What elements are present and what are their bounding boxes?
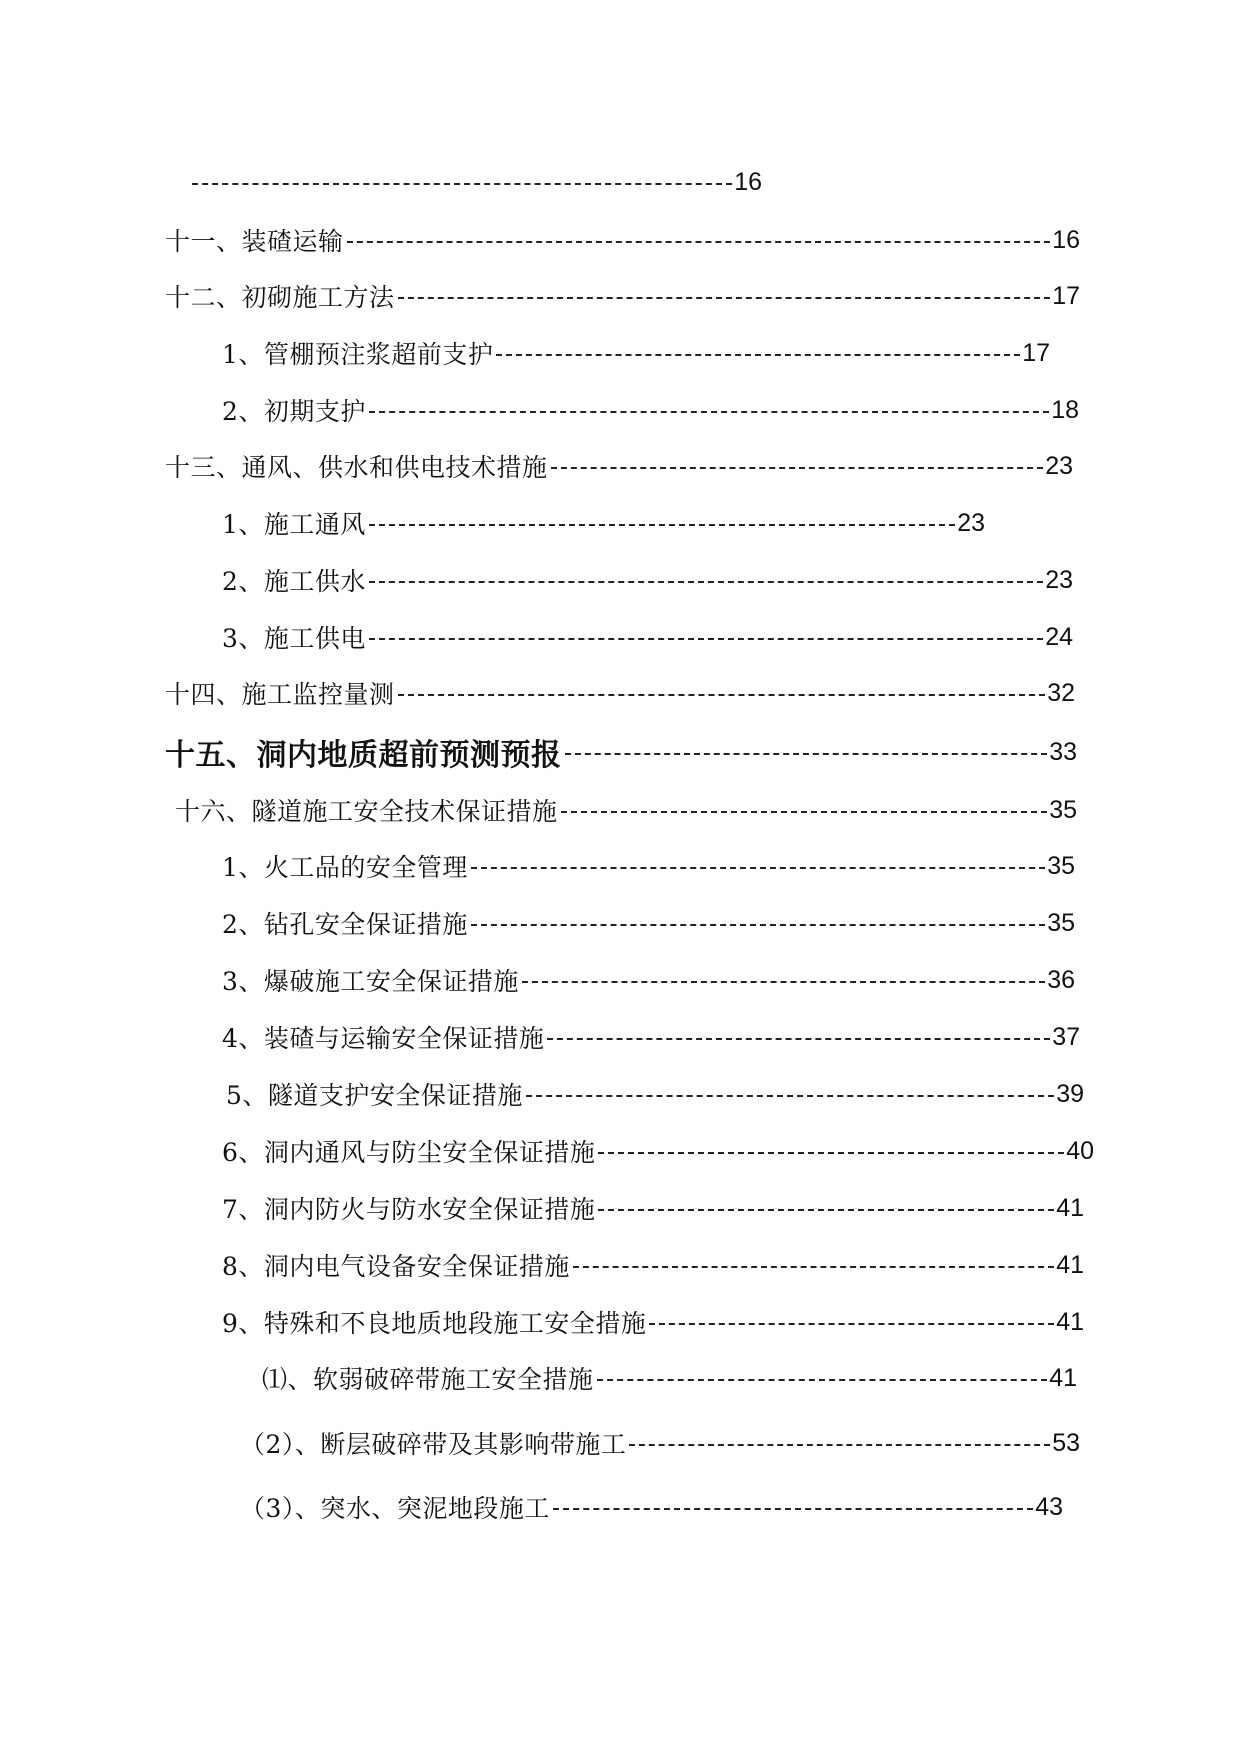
toc-page-number: 37 — [1052, 1022, 1080, 1051]
toc-page-number: 33 — [1049, 737, 1077, 766]
toc-page-number: 35 — [1047, 908, 1075, 937]
toc-leader — [561, 811, 1048, 813]
toc-entry-title: 6、洞内通风与防尘安全保证措施 — [222, 1138, 596, 1167]
toc-page-number: 41 — [1056, 1250, 1084, 1279]
toc-leader — [398, 297, 1051, 299]
toc-entry-16-7 — [222, 1188, 1084, 1228]
toc-entry-title: 4、装碴与运输安全保证措施 — [222, 1024, 545, 1053]
toc-entry-title: 9、特殊和不良地质地段施工安全措施 — [222, 1309, 647, 1338]
toc-leader — [649, 1323, 1054, 1325]
toc-page-number: 41 — [1049, 1363, 1077, 1392]
toc-entry-16-6 — [222, 1131, 1094, 1171]
toc-entry-16-4 — [222, 1017, 1080, 1057]
toc-entry-title: 十六、隧道施工安全技术保证措施 — [175, 797, 558, 826]
toc-leader — [369, 524, 955, 526]
toc-leader — [598, 1152, 1064, 1154]
toc-page-number: 36 — [1047, 965, 1075, 994]
toc-leader — [496, 354, 1020, 356]
toc-entry-13-1 — [222, 503, 985, 543]
toc-entry-13-2 — [222, 560, 1073, 600]
toc-entry-title: 8、洞内电气设备安全保证措施 — [222, 1252, 570, 1281]
toc-entry-16-9-3 — [240, 1487, 1063, 1527]
toc-entry-title: 2、钻孔安全保证措施 — [222, 910, 468, 939]
toc-leader — [553, 1508, 1033, 1510]
toc-page-number: 39 — [1056, 1079, 1084, 1108]
toc-leader — [573, 1266, 1054, 1268]
toc-entry-title: 2、初期支护 — [222, 397, 366, 426]
toc-leader — [192, 183, 732, 185]
toc-entry-13-3 — [222, 617, 1073, 657]
toc-leader — [629, 1444, 1050, 1446]
toc-entry-11 — [165, 220, 1080, 260]
toc-leader — [347, 241, 1051, 243]
toc-entry-title: 十一、装碴运输 — [165, 227, 344, 256]
toc-entry-title: 十二、初砌施工方法 — [165, 283, 395, 312]
toc-entry-16-8 — [222, 1245, 1084, 1285]
toc-entry-15 — [165, 732, 1077, 772]
toc-leader — [547, 1038, 1050, 1040]
toc-entry-title: 十四、施工监控量测 — [165, 680, 395, 709]
toc-leader — [471, 867, 1045, 869]
toc-page-number: 23 — [1045, 565, 1073, 594]
toc-page-number: 18 — [1051, 395, 1079, 424]
toc-entry-title: 1、施工通风 — [222, 510, 366, 539]
toc-entry-title: 3、爆破施工安全保证措施 — [222, 967, 519, 996]
toc-leader — [526, 1095, 1054, 1097]
toc-entry-title: 1、火工品的安全管理 — [222, 853, 468, 882]
toc-page-number: 24 — [1045, 622, 1073, 651]
toc-entry-16-3 — [222, 960, 1075, 1000]
toc-entry-title: （3）、突水、突泥地段施工 — [240, 1494, 550, 1523]
toc-entry-title: ⑴、软弱破碎带施工安全措施 — [262, 1365, 594, 1394]
toc-entry-16 — [175, 790, 1077, 830]
toc-entry-title: （2）、断层破碎带及其影响带施工 — [240, 1430, 627, 1459]
toc-page-number: 35 — [1049, 795, 1077, 824]
toc-entry-title: 2、施工供水 — [222, 567, 366, 596]
toc-leader — [551, 467, 1044, 469]
toc-entry-title: 十五、洞内地质超前预测预报 — [165, 738, 562, 773]
toc-entry-12 — [165, 276, 1080, 316]
toc-page-number: 40 — [1066, 1136, 1094, 1165]
toc-page-number: 16 — [734, 167, 762, 196]
toc-entry-continuation — [192, 162, 762, 202]
toc-leader — [597, 1379, 1048, 1381]
toc-entry-title: 5、隧道支护安全保证措施 — [226, 1081, 523, 1110]
toc-page-number: 41 — [1056, 1193, 1084, 1222]
toc-entry-16-5 — [226, 1074, 1084, 1114]
toc-entry-16-2 — [222, 903, 1075, 943]
toc-page-number: 16 — [1052, 225, 1080, 254]
toc-page-number: 32 — [1047, 678, 1075, 707]
toc-entry-title: 1、管棚预注浆超前支护 — [222, 340, 494, 369]
toc-page-number: 35 — [1047, 851, 1075, 880]
toc-page-number: 23 — [957, 508, 985, 537]
toc-leader — [369, 638, 1043, 640]
toc-entry-16-9-1 — [262, 1358, 1077, 1398]
toc-entry-title: 3、施工供电 — [222, 624, 366, 653]
toc-entry-13 — [165, 446, 1073, 486]
toc-entry-16-9-2 — [240, 1423, 1080, 1463]
toc-page-number: 41 — [1056, 1307, 1084, 1336]
toc-entry-12-1 — [222, 333, 1050, 373]
toc-entry-16-9 — [222, 1302, 1084, 1342]
toc-leader — [565, 753, 1048, 755]
toc-entry-16-1 — [222, 846, 1075, 886]
toc-entry-title: 十三、通风、供水和供电技术措施 — [165, 453, 548, 482]
toc-leader — [598, 1209, 1054, 1211]
toc-page-number: 53 — [1052, 1428, 1080, 1457]
toc-leader — [369, 581, 1043, 583]
toc-leader — [369, 411, 1049, 413]
toc-leader — [471, 924, 1045, 926]
toc-entry-title: 7、洞内防火与防水安全保证措施 — [222, 1195, 596, 1224]
toc-entry-12-2 — [222, 390, 1079, 430]
toc-page-number: 17 — [1052, 281, 1080, 310]
toc-entry-14 — [165, 673, 1075, 713]
toc-page-number: 23 — [1045, 451, 1073, 480]
toc-leader — [522, 981, 1045, 983]
toc-leader — [398, 694, 1046, 696]
toc-page-number: 43 — [1035, 1492, 1063, 1521]
toc-page-number: 17 — [1022, 338, 1050, 367]
